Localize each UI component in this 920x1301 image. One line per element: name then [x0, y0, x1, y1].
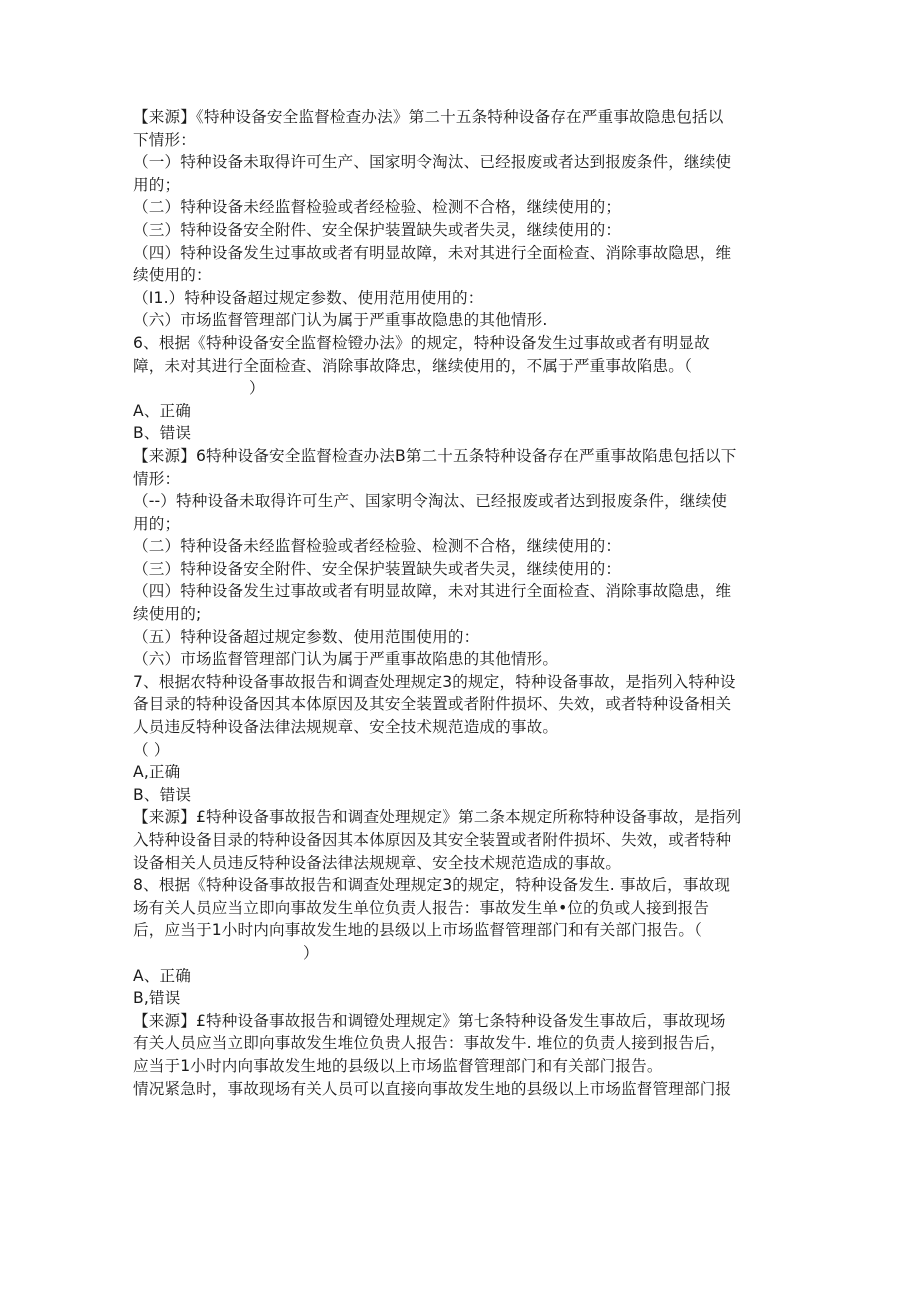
question-7-line: 备目录的特种设备因其本体原因及其安全装置或者附件损坏、失效，或者特种设备相关: [133, 695, 732, 714]
text-line: （三）特种设备安全附件、安全保护装置缺失或者失灵，继续使用的：: [133, 559, 622, 578]
text-line: 【来源】《特种设备安全监督检查办法》第二十五条特种设备存在严重事故隐患包括以: [133, 108, 724, 126]
text-line: 情况紧急时，事故现场有关人员可以直接向事故发生地的县级以上市场监督管理部门报: [133, 1079, 732, 1098]
text-line: （四）特种设备发生过事故或者有明显故障，未对其进行全面检查、消除事故隐患，维: [133, 582, 732, 601]
option-b: B、错误: [133, 424, 192, 443]
text-line: （五）特种设备超过规定参数、使用范围使用的：: [133, 627, 480, 646]
text-line: （六）市场监督管理部门认为属于严重事故陷患的其他情形。: [133, 650, 559, 669]
answer-blank-close: ）: [303, 943, 319, 962]
text-line: （一）特种设备未取得许可生产、国家明令淘汰、已经报废或者达到报废条件，继续使: [133, 153, 732, 172]
question-8-line: 8、根据《特种设备事故报告和调查处理规定3的规定，特种设备发生. 事故后，事故现: [133, 876, 731, 895]
text-line: 应当于1小时内向事故发生地的县级以上市场监督管理部门和有关部门报告。: [133, 1056, 663, 1075]
text-line: （--）特种设备未取得许可生产、国家明令淘汰、已经报废或者达到报废条件，继续使: [133, 492, 728, 511]
text-line: 情形：: [133, 469, 181, 488]
text-line: （六）市场监督管理部门认为属于严重事故隐患的其他情形.: [133, 311, 548, 330]
source-line: 【来源】£特种设备事故报告和调查处理规定》第二条本规定所称特种设备事故，是指列: [133, 808, 742, 827]
text-line: 用的；: [133, 514, 181, 533]
text-line: （二）特种设备未经监督检验或者经检验、检测不合格，继续使用的：: [133, 537, 622, 556]
question-6-line: 6、根据《特种设备安全监督检镫办法》的规定，特种设备发生过事故或者有明显故: [133, 333, 710, 352]
question-7-line: 7、根据农特种设备事故报告和调查处理规定3的规定，特种设备事故，是指列入特种设: [133, 672, 736, 691]
option-b: B,错误: [133, 989, 181, 1008]
text-line: （三）特种设备安全附件、安全保护装置缺失或者失灵，继续使用的：: [133, 220, 622, 239]
text-line: 下情形：: [133, 130, 196, 149]
text-line: 入特种设备目录的特种设备因其本体原因及其安全装置或者附件损坏、失效，或者特种: [133, 831, 732, 849]
source-line: 【来源】£特种设备事故报告和调镫处理规定》第七条特种设备发生事故后，事故现场: [133, 1011, 726, 1030]
option-a: A,正确: [133, 763, 181, 782]
source-line: 【来源】6特种设备安全监督检查办法B第二十五条特种设备存在严重事故陷患包括以下: [133, 446, 737, 465]
question-6-line: 障，未对其进行全面检查、消除事故降忠，继续使用的，不属于严重事故陷患。（: [133, 356, 692, 375]
text-line: 续使用的：: [133, 266, 212, 285]
text-line: （I1.）特种设备超过规定参数、使用范用使用的：: [133, 288, 484, 307]
text-line: 有关人员应当立即向事故发生堆位负贵人报告：事故发牛. 堆位的负责人接到报告后，: [133, 1034, 726, 1053]
text-line: 续使用的;: [133, 605, 202, 624]
text-line: （二）特种设备未经监督检验或者经检验、检测不合格，继续使用的；: [133, 198, 622, 217]
answer-blank: （ ）: [133, 740, 170, 759]
text-line: （四）特种设备发生过事故或者有明显故障，未对其进行全面检查、消除事故隐思，维: [133, 243, 732, 262]
option-a: A、正确: [133, 966, 192, 985]
option-a: A、正确: [133, 401, 192, 420]
question-7-line: 人员违反特种设备法律法规规章、安全技术规范造成的事故。: [133, 718, 559, 737]
text-line: 用的；: [133, 175, 181, 194]
option-b: B、错误: [133, 785, 192, 804]
answer-blank-close: ）: [249, 379, 265, 398]
question-8-line: 场有关人员应当立即向事故发生单位负责人报告：事故发生单•位的负或人接到报告: [133, 898, 710, 917]
text-line: 设备相关人员违反特种设备法律法规规章、安全技术规范造成的事故。: [133, 853, 622, 872]
document-body: [133, 106, 793, 1100]
question-8-line: 后，应当于1小时内向事故发生地的县级以上市场监督管理部门和有关部门报告。（: [133, 921, 703, 940]
